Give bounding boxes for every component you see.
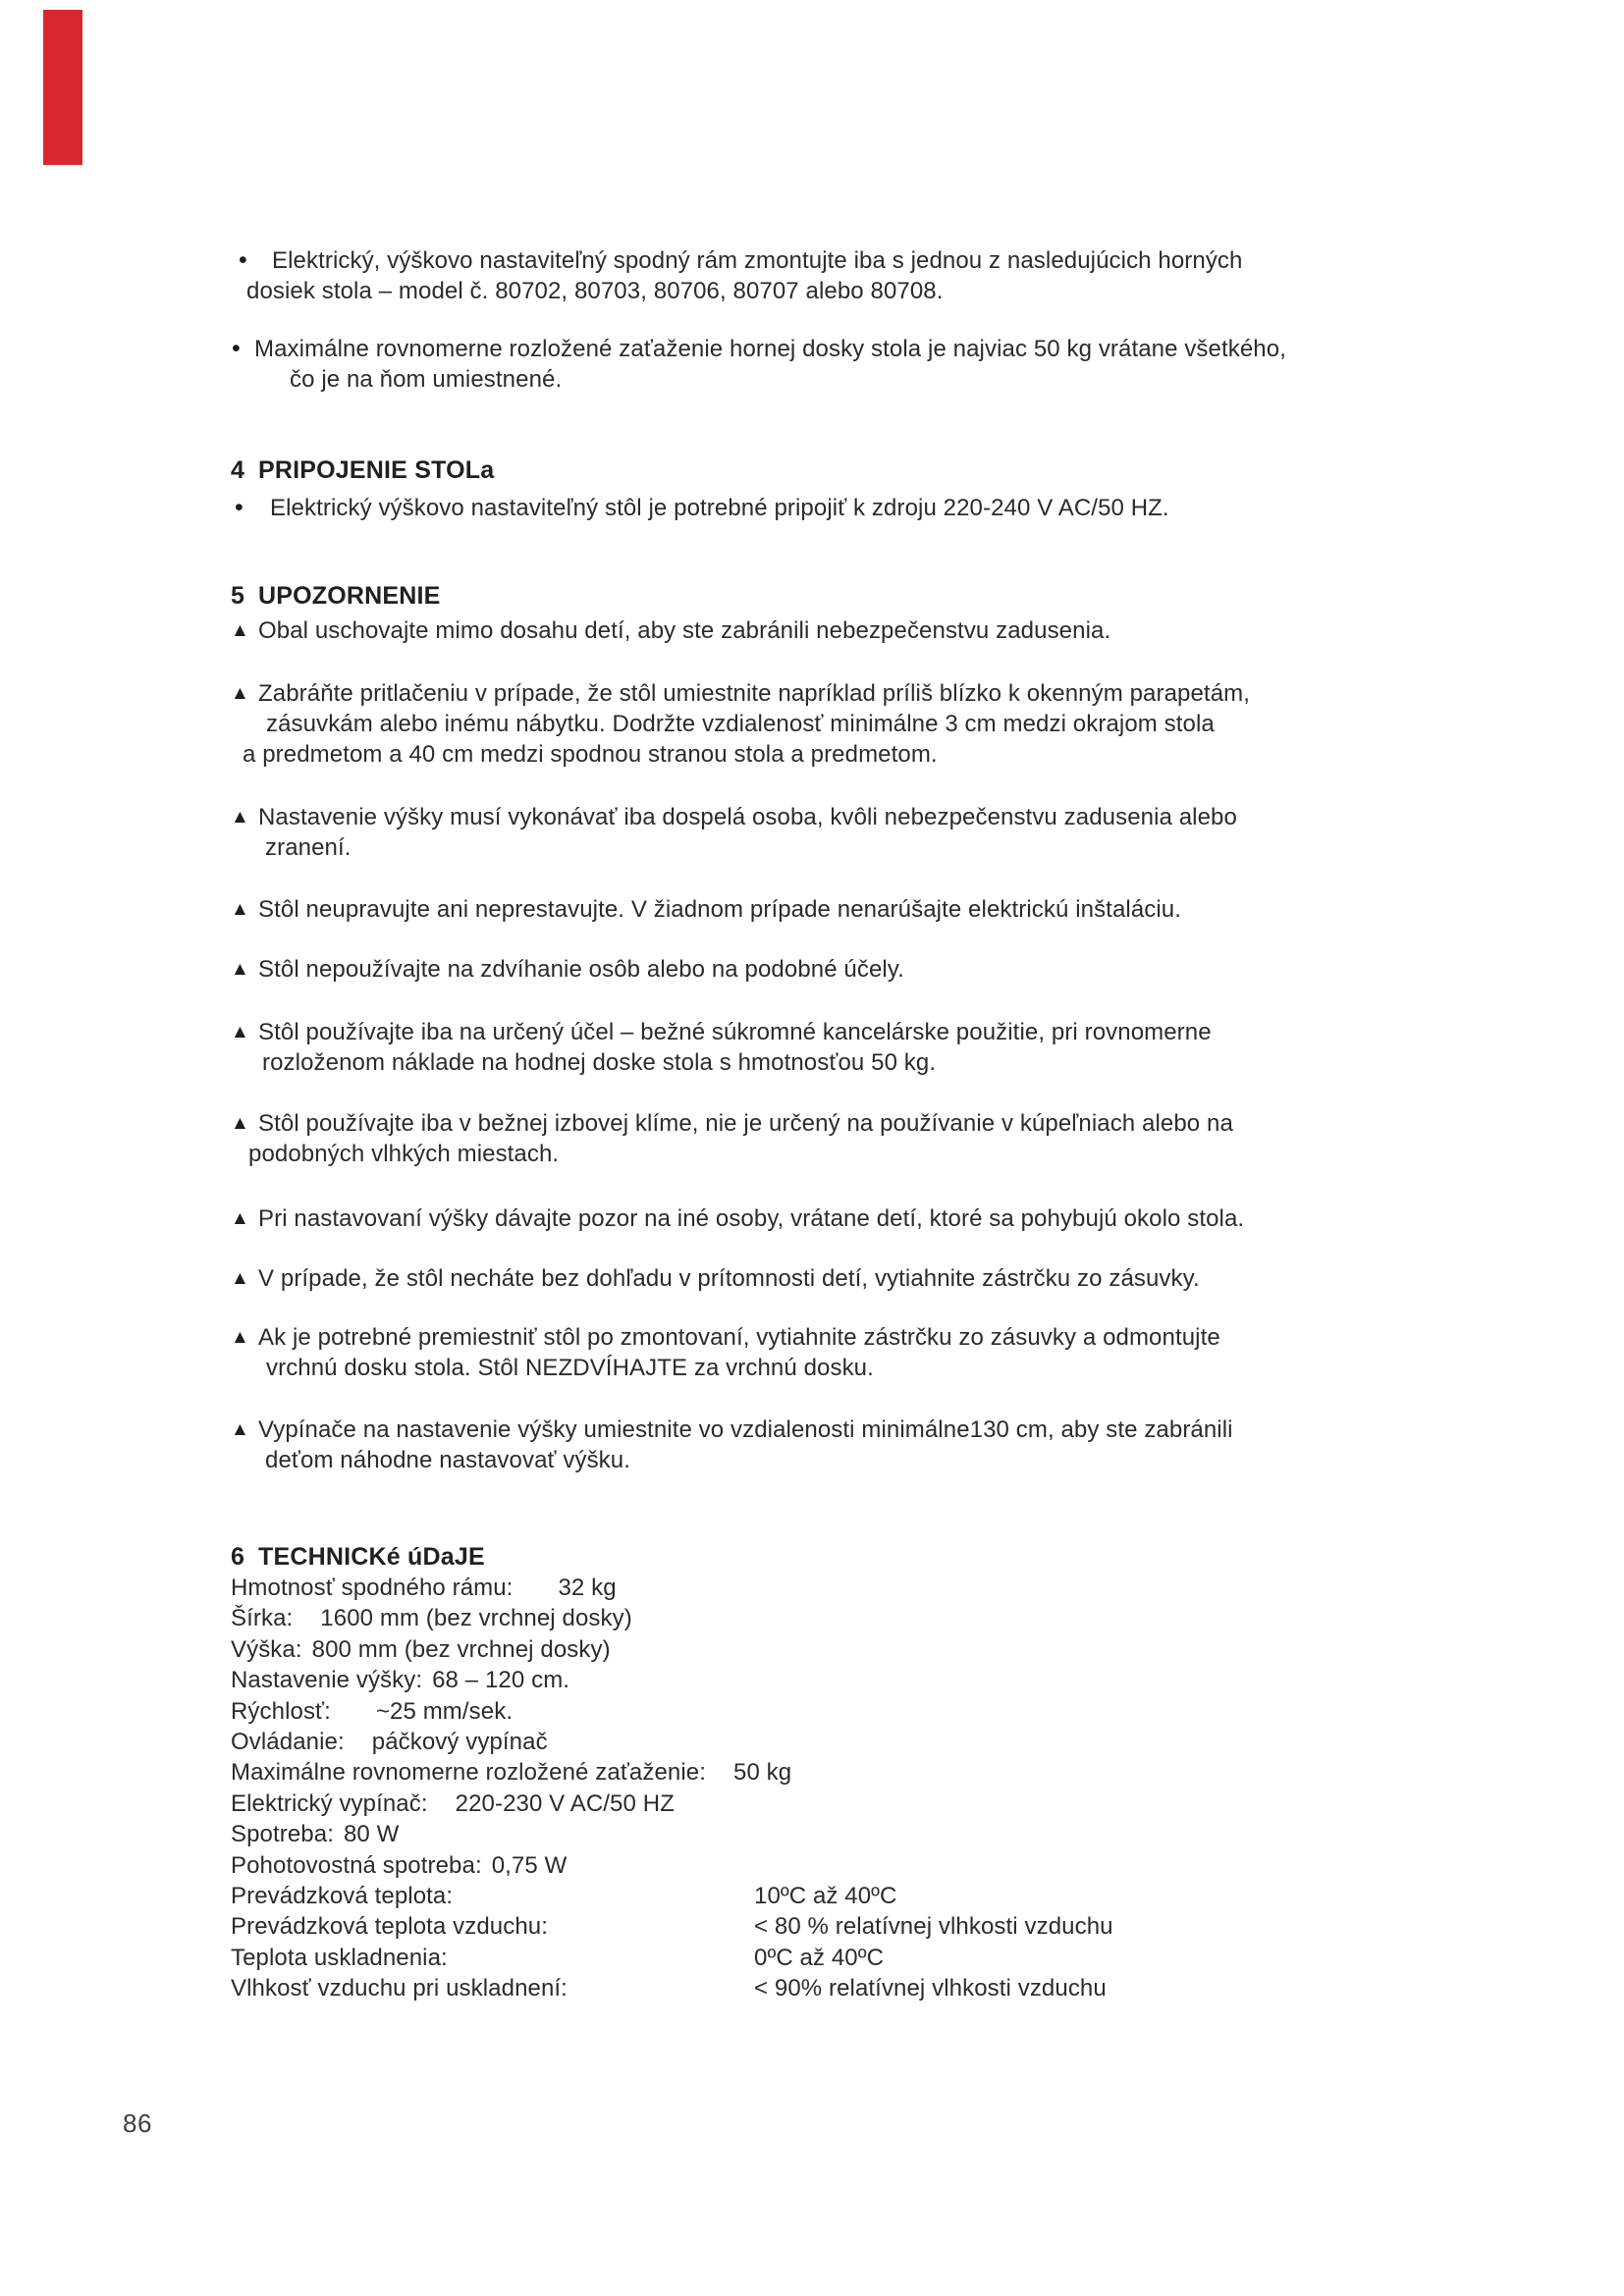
warning-item — [231, 1322, 1399, 1383]
spec-value: 10ºC až 40ºC — [754, 1882, 897, 1909]
warning-triangle-icon: ▲ — [231, 1022, 249, 1042]
warning-triangle-icon: ▲ — [231, 807, 249, 828]
spec-row — [231, 1727, 1399, 1757]
warning-item — [231, 1415, 1399, 1475]
red-corner-tab — [43, 10, 82, 165]
paragraph-lines — [231, 894, 1399, 925]
spec-value: 50 kg — [733, 1759, 792, 1787]
spec-value: 220-230 V AC/50 HZ — [455, 1789, 675, 1817]
manual-content — [231, 245, 1399, 2003]
spec-row — [231, 1573, 1399, 1603]
section-heading-6 — [231, 1542, 1399, 1573]
warning-item — [231, 1108, 1399, 1169]
warning-triangle-icon: ▲ — [231, 1268, 249, 1289]
spec-row — [231, 1850, 1399, 1881]
text-line: Stôl neupravujte ani neprestavujte. V žiadnom prípade nenarúšajte elektrickú inštaláciu. — [258, 896, 1182, 923]
bullet-icon: • — [232, 335, 241, 362]
spec-row — [231, 1881, 1399, 1911]
text-line: Ak je potrebné premiestniť stôl po zmontovaní, vytiahnite zástrčku zo zásuvky a odmontujte — [258, 1324, 1220, 1351]
text-line: podobných vlhkých miestach. — [248, 1141, 560, 1167]
text-line: deťom náhodne nastavovať výšku. — [265, 1447, 630, 1473]
paragraph-lines — [231, 615, 1399, 646]
section-heading-5 — [231, 581, 1399, 612]
text-line: rozloženom náklade na hodnej doske stola s hmotnosťou 50 kg. — [262, 1049, 937, 1076]
section-number: 6 — [231, 1543, 245, 1571]
spec-label: Maximálne rovnomerne rozložené zaťaženie: — [231, 1759, 707, 1787]
paragraph-lines — [231, 245, 1399, 306]
spec-label: Výška: — [231, 1635, 302, 1663]
spec-row — [231, 1696, 1399, 1727]
text-line: vrchnú dosku stola. Stôl NEZDVÍHAJTE za vrchnú dosku. — [266, 1355, 874, 1381]
spec-value: 0,75 W — [491, 1851, 568, 1879]
section-heading-4 — [231, 455, 1399, 486]
paragraph-lines — [231, 678, 1399, 770]
text-line: Maximálne rovnomerne rozložené zaťaženie hornej dosky stola je najviac 50 kg vrátane všetkého, — [254, 336, 1286, 362]
spec-label: Ovládanie: — [231, 1728, 345, 1755]
spec-value: 68 – 120 cm. — [432, 1667, 570, 1694]
paragraph-lines — [231, 1203, 1399, 1234]
bullet-icon: • — [239, 246, 247, 274]
warning-triangle-icon: ▲ — [231, 1419, 249, 1440]
text-line: Zabráňte pritlačeniu v prípade, že stôl umiestnite napríklad príliš blízko k okenným parapetám, — [258, 680, 1250, 707]
paragraph-lines — [231, 493, 1399, 523]
warning-item — [231, 615, 1399, 646]
tech-specs — [231, 1573, 1399, 2003]
text-line: Stôl nepoužívajte na zdvíhanie osôb alebo na podobné účely. — [258, 956, 904, 983]
spec-row — [231, 1973, 1399, 2003]
spec-value: 1600 mm (bez vrchnej dosky) — [320, 1605, 632, 1632]
paragraph-lines — [231, 334, 1399, 395]
spec-label: Elektrický vypínač: — [231, 1789, 428, 1817]
spec-label: Rýchlosť: — [231, 1697, 331, 1725]
spec-row — [231, 1911, 1399, 1942]
warning-triangle-icon: ▲ — [231, 899, 249, 920]
text-line: V prípade, že stôl necháte bez dohľadu v prítomnosti detí, vytiahnite zástrčku zo zásuvky. — [258, 1265, 1200, 1292]
text-line: Elektrický, výškovo nastaviteľný spodný rám zmontujte iba s jednou z nasledujúcich horných — [272, 247, 1243, 274]
spec-label: Hmotnosť spodného rámu: — [231, 1575, 514, 1601]
bullet-item — [231, 245, 1399, 306]
page-number: 86 — [123, 2109, 152, 2138]
bullet-icon: • — [235, 494, 244, 521]
paragraph-lines — [231, 954, 1399, 985]
section-number: 5 — [231, 582, 245, 610]
warning-item — [231, 802, 1399, 863]
text-line: Elektrický výškovo nastaviteľný stôl je potrebné pripojiť k zdroju 220-240 V AC/50 HZ. — [270, 495, 1169, 521]
spec-label: Vlhkosť vzduchu pri uskladnení: — [231, 1975, 568, 2002]
spec-label: Šírka: — [231, 1605, 294, 1632]
spec-row — [231, 1603, 1399, 1633]
warning-triangle-icon: ▲ — [231, 683, 249, 704]
spec-value: < 90% relatívnej vlhkosti vzduchu — [754, 1975, 1107, 2002]
section-title: TECHNICKé úDaJE — [258, 1543, 485, 1571]
spec-value: ~25 mm/sek. — [375, 1697, 514, 1725]
text-line: Nastavenie výšky musí vykonávať iba dospelá osoba, kvôli nebezpečenstvu zadusenia alebo — [258, 804, 1237, 830]
warning-triangle-icon: ▲ — [231, 959, 249, 980]
text-line: zranení. — [265, 834, 352, 861]
spec-value: 80 W — [343, 1821, 400, 1848]
text-line: dosiek stola – model č. 80702, 80703, 80706, 80707 alebo 80708. — [246, 278, 944, 304]
spec-value: 32 kg — [558, 1575, 617, 1601]
text-line: a predmetom a 40 cm medzi spodnou stranou stola a predmetom. — [243, 741, 938, 768]
warning-item — [231, 1017, 1399, 1078]
spec-label: Prevádzková teplota: — [231, 1882, 454, 1909]
bullet-item — [231, 493, 1399, 523]
spec-row — [231, 1819, 1399, 1849]
section-title: PRIPOJENIE STOLa — [258, 456, 495, 484]
warning-item — [231, 1263, 1399, 1294]
warning-item — [231, 954, 1399, 985]
warning-triangle-icon: ▲ — [231, 1327, 249, 1348]
spec-row — [231, 1757, 1399, 1788]
text-line: Pri nastavovaní výšky dávajte pozor na iné osoby, vrátane detí, ktoré sa pohybujú okolo stola. — [258, 1205, 1245, 1232]
spec-row — [231, 1665, 1399, 1695]
text-line: Vypínače na nastavenie výšky umiestnite vo vzdialenosti minimálne130 cm, aby ste zabránili — [258, 1416, 1233, 1443]
spec-row — [231, 1634, 1399, 1665]
bullet-item — [231, 334, 1399, 395]
spec-label: Nastavenie výšky: — [231, 1667, 423, 1694]
text-line: čo je na ňom umiestnené. — [290, 366, 563, 393]
text-line: Obal uschovajte mimo dosahu detí, aby ste zabránili nebezpečenstvu zadusenia. — [258, 617, 1111, 644]
paragraph-lines — [231, 1017, 1399, 1078]
paragraph-lines — [231, 1108, 1399, 1169]
spec-value: páčkový vypínač — [371, 1728, 548, 1755]
spec-value: < 80 % relatívnej vlhkosti vzduchu — [754, 1913, 1113, 1941]
warning-item — [231, 894, 1399, 925]
warning-triangle-icon: ▲ — [231, 1208, 249, 1229]
spec-label: Prevádzková teplota vzduchu: — [231, 1913, 548, 1941]
warning-triangle-icon: ▲ — [231, 620, 249, 641]
spec-label: Spotreba: — [231, 1821, 334, 1848]
warning-triangle-icon: ▲ — [231, 1113, 249, 1134]
spec-label: Teplota uskladnenia: — [231, 1944, 448, 1971]
spec-label: Pohotovostná spotreba: — [231, 1851, 482, 1879]
text-line: zásuvkám alebo inému nábytku. Dodržte vzdialenosť minimálne 3 cm medzi okrajom stola — [266, 711, 1215, 737]
text-line: Stôl používajte iba v bežnej izbovej klíme, nie je určený na používanie v kúpeľniach alebo na — [258, 1110, 1233, 1137]
warning-item — [231, 1203, 1399, 1234]
section-number: 4 — [231, 456, 245, 484]
spec-row — [231, 1943, 1399, 1973]
text-line: Stôl používajte iba na určený účel – bežné súkromné kancelárske použitie, pri rovnomerne — [258, 1019, 1212, 1045]
paragraph-lines — [231, 1415, 1399, 1475]
section-title: UPOZORNENIE — [258, 582, 441, 610]
spec-value: 0ºC až 40ºC — [754, 1944, 885, 1971]
paragraph-lines — [231, 1263, 1399, 1294]
warning-item — [231, 678, 1399, 770]
spec-row — [231, 1789, 1399, 1819]
paragraph-lines — [231, 802, 1399, 863]
paragraph-lines — [231, 1322, 1399, 1383]
spec-value: 800 mm (bez vrchnej dosky) — [311, 1635, 611, 1663]
